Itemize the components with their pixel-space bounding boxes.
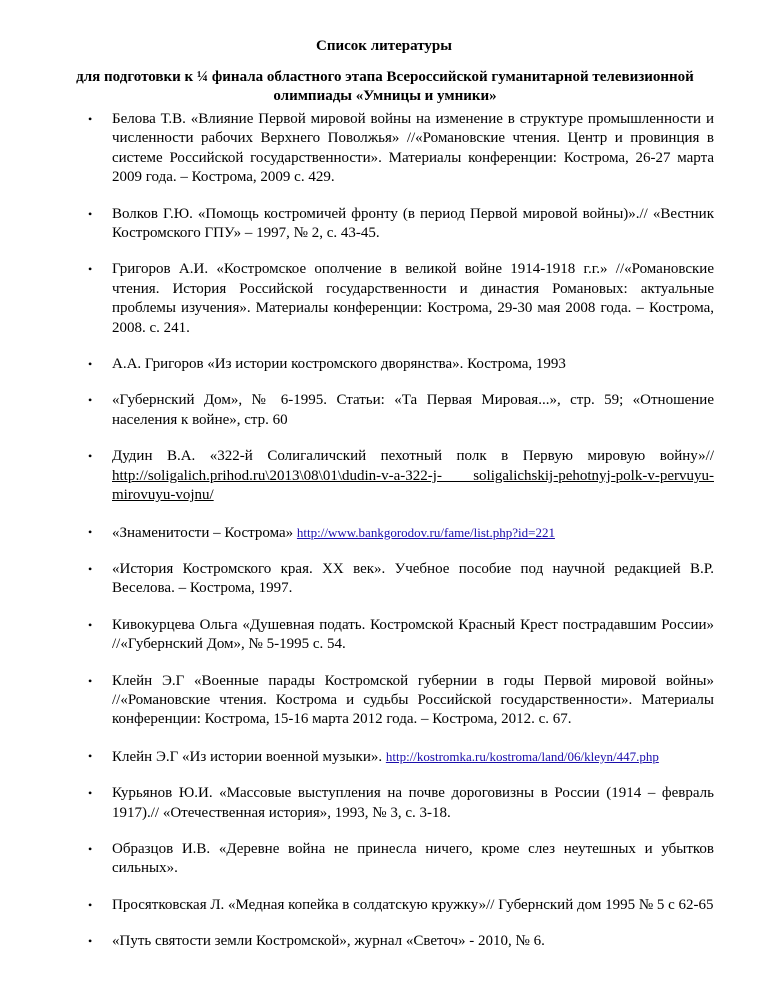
list-item — [0, 896, 714, 915]
bibliography-list — [0, 110, 768, 969]
bullet-icon: • — [88, 673, 93, 688]
bullet-icon: • — [88, 748, 93, 763]
bullet-icon: • — [88, 524, 93, 539]
list-item — [0, 616, 714, 655]
list-item — [0, 672, 714, 730]
list-item — [0, 932, 714, 951]
item-text: Белова Т.В. «Влияние Первой мировой войны на изменение в структуре промышленности и численности рабочих Верхнего Поволжья» //«Романовские чтения. Центр и провинция в системе Российской государственности». Материалы конференции: Кострома, 26-27 марта 2009 года. – Кострома, 2009 с. 429. — [112, 111, 714, 186]
item-text: Волков Г.Ю. «Помощь костромичей фронту (в период Первой мировой войны)».// «Вестник Костромского ГПУ» – 1997, № 2, с. 43-45. — [112, 205, 714, 242]
item-text: Клейн Э.Г «Военные парады Костромской губернии в годы Первой мировой войны» //«Романовские чтения. Кострома и судьбы Российской государственности». Материалы конференции: Кострома, 15-16 марта 2012 года. – Кострома, 2012. с. 67. — [112, 672, 714, 728]
item-text: Просятковская Л. «Медная копейка в солдатскую кружку»// Губернский дом 1995 № 5 с 62-65 — [112, 896, 714, 913]
list-item — [0, 391, 714, 430]
list-item — [0, 523, 714, 543]
item-text: Образцов И.В. «Деревне война не принесла ничего, кроме слез неутешных и убытков сильных». — [112, 840, 714, 877]
item-text: Дудин В.А. «322-й Солигаличский пехотный полк в Первую мировую войну»// — [112, 448, 714, 465]
list-item — [0, 747, 714, 767]
list-item — [0, 205, 714, 244]
item-text: Курьянов Ю.И. «Массовые выступления на почве дороговизны в России (1914 – февраль 1917).// «Отечественная история», 1993, № 3, с. 3-18. — [112, 785, 714, 821]
item-text: А.А. Григоров «Из истории костромского дворянства». Кострома, 1993 — [112, 356, 566, 373]
item-text: Клейн Э.Г «Из истории военной музыки». — [112, 748, 386, 765]
document-subtitle: для подготовки к ¼ финала областного этапа Всероссийской гуманитарной телевизионной олимпиады «Умницы и умники» — [76, 69, 694, 104]
item-text: Кивокурцева Ольга «Душевная подать. Костромской Красный Крест пострадавшим России» //«Губернский Дом», № 5-1995 с. 54. — [112, 616, 714, 653]
item-text: «Губернский Дом», № 6-1995. Статьи: «Та Первая Мировая...», стр. 59; «Отношение населения к войне», стр. 60 — [112, 392, 714, 428]
item-link[interactable]: http://www.bankgorodov.ru/fame/list.php?id=221 — [296, 524, 555, 540]
item-text: Григоров А.И. «Костромское ополчение в великой войне 1914-1918 г.г.» //«Романовские чтения. История Российской государственности и династия Романовых: актуальные проблемы изучения». Материалы конференции: Кострома, 29-30 мая 2008 года. – Кострома, 2008. с. 241. — [112, 261, 714, 336]
list-item — [0, 447, 714, 505]
item-link[interactable]: http://kostromka.ru/kostroma/land/06/kleyn/447.php — [385, 748, 659, 764]
item-text: «История Костромского края. XX век». Учебное пособие под научной редакцией В.Р. Веселова. – Кострома, 1997. — [112, 560, 714, 597]
bullet-icon: • — [88, 112, 93, 126]
bullet-icon: • — [88, 934, 93, 949]
document-title: Список литературы — [316, 38, 452, 54]
item-text: «Путь святости земли Костромской», журнал «Светоч» - 2010, № 6. — [112, 933, 545, 950]
bullet-icon: • — [88, 449, 93, 464]
bullet-icon: • — [88, 561, 93, 576]
list-item — [0, 110, 714, 188]
list-item — [0, 260, 714, 338]
list-item — [0, 355, 714, 374]
bullet-icon: • — [88, 617, 93, 632]
list-item — [0, 840, 714, 879]
bullet-icon: • — [88, 841, 93, 856]
bullet-icon: • — [88, 357, 93, 372]
bullet-icon: • — [88, 897, 93, 912]
bullet-icon: • — [88, 786, 93, 801]
bullet-icon: • — [88, 262, 93, 277]
list-item — [0, 560, 714, 599]
item-link[interactable]: http://soligalich.prihod.ru\2013\08\01\dudin-v-a-322-j- soligalichskij-pehotnyj-polk-v-pervuyu-mirovuyu-vojnu/ — [112, 467, 714, 504]
bullet-icon: • — [88, 206, 93, 221]
item-text: «Знаменитости – Кострома» — [112, 524, 297, 541]
list-item — [0, 784, 714, 823]
bullet-icon: • — [88, 393, 93, 408]
